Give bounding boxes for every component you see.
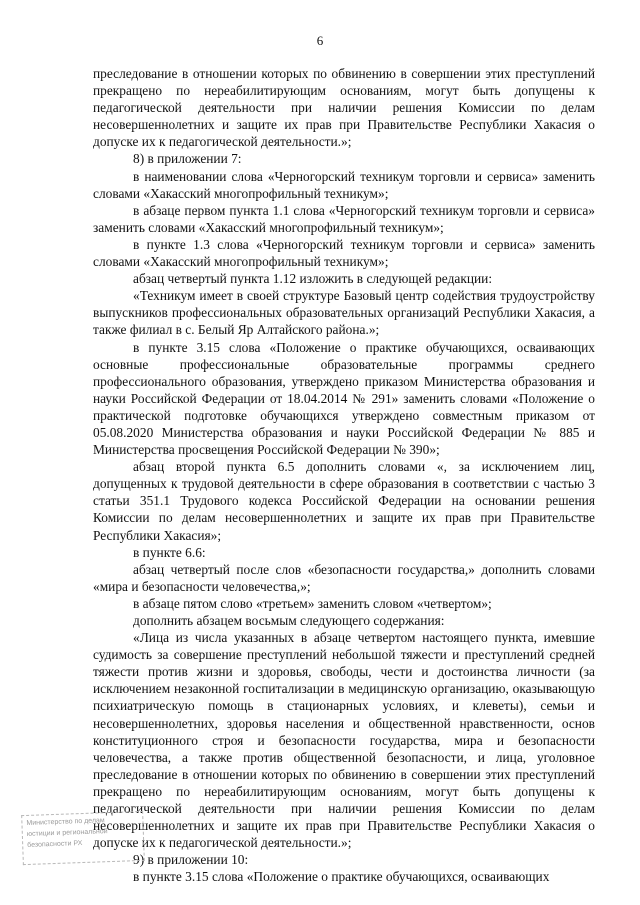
paragraph: в пункте 3.15 слова «Положение о практике обучающихся, осваивающих основные профессиональные образовательные программы среднего профессионального образования, утверждено приказом Министерства образования и науки Российской Федерации от 18.04.2014 № 291» заменить словами «Положение о практической подготовке обучающихся утверждено совместным приказом от 05.08.2020 Министерства образования и науки Российской Федерации № 885 и Министерства просвещения Российской Федерации № 390»; [93, 339, 595, 458]
stamp-line: юстиции и региональной [26, 828, 108, 838]
paragraph: абзац второй пункта 6.5 дополнить словами «, за исключением лиц, допущенных к трудовой деятельности в сфере образования в соответствии с частью 3 статьи 351.1 Трудового кодекса Российской Федерации на основании решения Комиссии по делам несовершеннолетних и защите их прав при Правительстве Республики Хакасия»; [93, 459, 595, 543]
paragraph-quote: «Лица из числа указанных в абзаце четвертом настоящего пункта, имевшие судимость за совершение преступлений небольшой тяжести и преступлений средней тяжести против жизни и здоровья, свободы, чести и достоинства личности (за исключением незаконной госпитализации в медицинскую организацию, оказывающую психиатрическую помощь в стационарных условиях, и клеветы), семьи и несовершеннолетних, здоровья населения и общественной нравственности, основ конституционного строя и безопасности государства, мира и безопасности человечества, а также против общественной безопасности, и лица, уголовное преследование в отношении которых по обвинению в совершении этих преступлений прекращено по нереабилитирующим основаниям, могут быть допущены к педагогической деятельности при наличии решения Комиссии по делам несовершеннолетних и защите их прав при Правительстве Республики Хакасия о допуске их к педагогической деятельности.»; [93, 630, 595, 851]
paragraph: в пункте 1.3 слова «Черногорский техникум торговли и сервиса» заменить словами «Хакасский многопрофильный техникум»; [93, 236, 595, 270]
paragraph: абзац четвертый пункта 1.12 изложить в следующей редакции: [133, 271, 493, 287]
paragraph: абзац четвертый после слов «безопасности государства,» дополнить словами «мира и безопасности человечества,»; [93, 561, 595, 594]
paragraph-quote: «Техникум имеет в своей структуре Базовый центр содействия трудоустройству выпускников профессиональных образовательных организаций Республики Хакасия, а также филиал в с. Белый Яр Алтайского района.»; [93, 288, 595, 338]
registration-stamp [21, 811, 145, 865]
paragraph: в абзаце первом пункта 1.1 слова «Черногорский техникум торговли и сервиса» заменить словами «Хакасский многопрофильный техникум»; [93, 202, 595, 235]
paragraph: дополнить абзацем восьмым следующего содержания: [133, 613, 445, 628]
paragraph: в абзаце пятом слово «третьем» заменить словом «четвертом»; [133, 595, 492, 611]
paragraph-continuation: преследование в отношении которых по обвинению в совершении этих преступлений прекращено по нереабилитирующим основаниям, могут быть допущены к педагогической деятельности при наличии решения Комиссии по делам несовершеннолетних и защите их прав при Правительстве Республики Хакасия о допуске их к педагогической деятельности.»; [93, 66, 595, 150]
paragraph: в пункте 3.15 слова «Положение о практике обучающихся, осваивающих [133, 869, 550, 885]
stamp-line: Министерство по делам [26, 817, 105, 827]
paragraph-item-9: 9) в приложении 10: [133, 852, 249, 868]
document-body [93, 65, 595, 886]
paragraph: в пункте 6.6: [133, 544, 206, 560]
paragraph: в наименовании слова «Черногорский техникум торговли и сервиса» заменить словами «Хакасский многопрофильный техникум»; [93, 168, 595, 201]
page-number: 6 [316, 33, 324, 48]
stamp-line: безопасности РХ [27, 840, 83, 849]
paragraph-item-8: 8) в приложении 7: [133, 151, 242, 167]
